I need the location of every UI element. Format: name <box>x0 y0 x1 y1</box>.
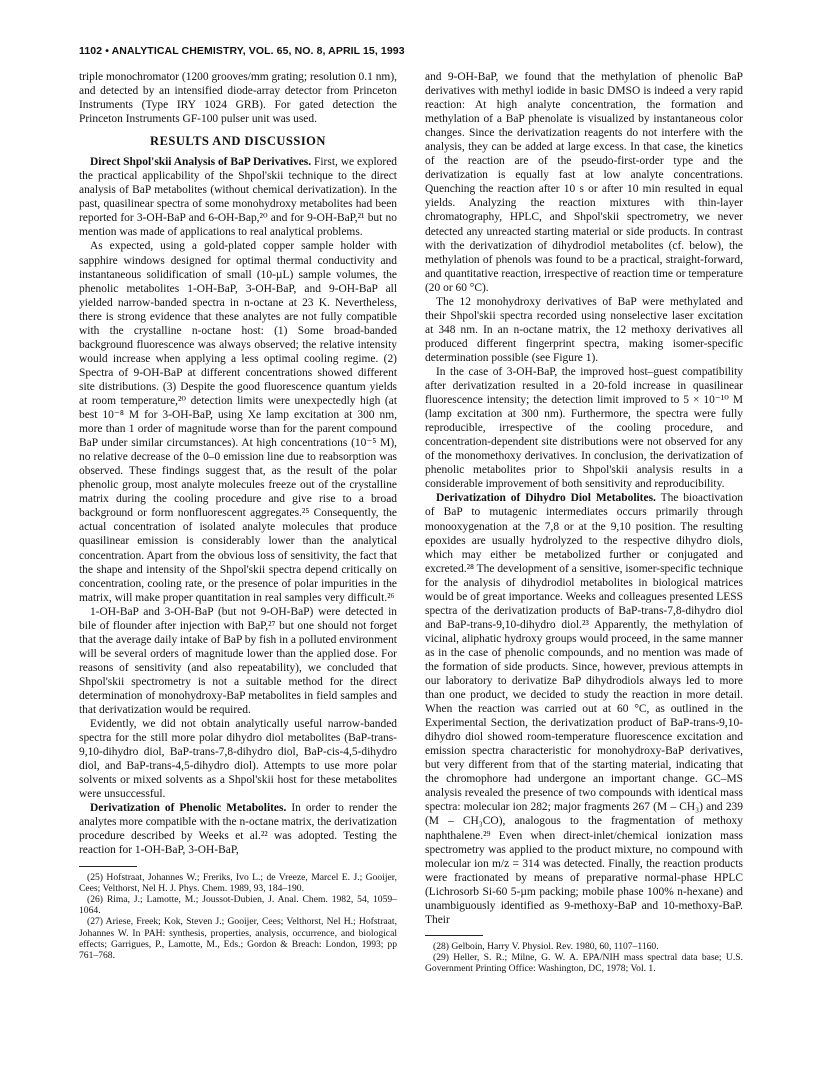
paragraph <box>425 491 743 926</box>
paragraph-text: The bioactivation of BaP to mutagenic intermediates occurs primarily through monooxygenation at the 7,8 or at the 9,10 position. The resulting epoxides are usually hydrolyzed to the respective dihydro diols, which may either be metabolized further or conjugated and excreted.²⁸ The development of a sensitive, isomer-specific technique for the analysis of dihydrodiol metabolites in biological matrices would be of great importance. Weeks and colleagues presented LESS spectra of the derivatization products of BaP-trans-7,8-dihydro diol and BaP-trans-9,10-dihydro diol.²³ Apparently, the methylation of vicinal, aliphatic hydroxy groups would proceed, in the same manner as in the case of phenolic compounds, and no mention was made of the formation of side products. Since, however, previous attempts in our laboratory to derivatize BaP dihydrodiols always led to more than one product, we decided to study the reaction in more detail. When the reaction was carried out at 60 °C, as outlined in the Experimental Section, the derivatization product of BaP-trans-9,10-dihydro diol showed room-temperature fluorescence excitation and emission spectra characteristic for monohydroxy-BaP derivatives, but very different from that of the starting material, indicating that the chromophore had undergone an important change. GC–MS analysis revealed the presence of two compounds with identical mass spectra: molecular ion 282; major fragments 267 (M – CH₃) and 239 (M – CH₃CO), analogous to the fragmentation of methoxy naphthalene.²⁹ Even when direct-inlet/chemical ionization mass spectrometry was applied to the product mixture, no compound with molecular ion m/z = 314 was detected. Finally, the reaction products were fractionated by means of preparative normal-phase HPLC (Lichrosorb Si-60 5-µm packing; mobile phase 100% n-hexane) and unambiguously identified as 9-methoxy-BaP and 10-methoxy-BaP. Their <box>425 492 744 926</box>
right-column <box>425 70 743 974</box>
paragraph-text: In order to render the analytes more compatible with the n-octane matrix, the derivatization procedure described by Weeks et al.²² was adopted. Testing the reaction for 1-OH-BaP, 3-OH-BaP, <box>79 802 397 857</box>
footnote: (26) Rima, J.; Lamotte, M.; Joussot-Dubien, J. Anal. Chem. 1982, 54, 1059–1064. <box>79 893 397 917</box>
paragraph: As expected, using a gold-plated copper sample holder with sapphire windows designed for optimal thermal conductivity and instantaneous solidification of small (10-µL) sample volumes, the phenolic metabolites 1-OH-BaP, 3-OH-BaP, and 9-OH-BaP all yielded narrow-banded spectra in n-octane at 23 K. Nevertheless, there is strong evidence that these analytes are not fully compatible with the crystalline n-octane host: (1) Some broad-banded background fluorescence was always observed; the relative intensity would increase when applying a less optimal cooling regime. (2) Spectra of 9-OH-BaP at different concentrations showed different site distributions. (3) Despite the good fluorescence quantum yields at room temperature,²⁰ detection limits were unexpectedly high (at best 10⁻⁸ M for 3-OH-BaP, using Xe lamp excitation at 300 nm, more than 1 order of magnitude worse than for the parent compound BaP under similar circumstances). At high concentrations (10⁻⁵ M), no relative decrease of the 0–0 emission line due to reabsorption was observed. These findings suggest that, as the result of the polar phenolic group, most analyte molecules freeze out of the crystalline matrix during the cooling procedure and give rise to a broad background or form nonfluorescent aggregates.²⁵ Consequently, the actual concentration of isolated analyte molecules that produce quasilinear emission is considerably lower than the analytical concentration. Apart from the obvious loss of sensitivity, the fact that the shape and intensity of the Shpol'skii spectra depend critically on concentration, cooling rate, or the presence of polar impurities in the matrix, will make proper quantitation in real samples very difficult.²⁶ <box>79 240 397 604</box>
left-column <box>79 70 397 961</box>
paragraph <box>79 155 397 239</box>
run-in-heading: Derivatization of Phenolic Metabolites. <box>90 802 287 815</box>
running-head: 1102 • ANALYTICAL CHEMISTRY, VOL. 65, NO. 8, APRIL 15, 1993 <box>79 45 405 57</box>
paragraph-text: First, we explored the practical applicability of the Shpol'skii technique to the direct analysis of BaP metabolites (without chemical derivatization). In the past, quasilinear spectra of some monohydroxy metabolites had been reported for 3-OH-BaP and 6-OH-Bap,²⁰ and for 9-OH-BaP,²¹ but no mention was made of applications to real analytical problems. <box>79 156 398 239</box>
run-in-heading: Derivatization of Dihydro Diol Metabolites. <box>436 492 656 505</box>
footnote: (25) Hofstraat, Johannes W.; Freriks, Ivo L.; de Vreeze, Marcel E. J.; Gooijer, Cees; Velthorst, Nel H. J. Phys. Chem. 1989, 93, 184–190. <box>79 871 397 894</box>
paragraph: 1-OH-BaP and 3-OH-BaP (but not 9-OH-BaP) were detected in bile of flounder after injection with BaP,²⁷ but one should not forget that the average daily intake of BaP by fish in a polluted environment will be several orders of magnitude lower than the applied dose. For reasons of sensitivity (and also repeatability), we concluded that Shpol'skii spectrometry is not a suitable method for the direct determination of monohydroxy-BaP metabolites in field samples and that derivatization would be required. <box>79 605 397 717</box>
paragraph: triple monochromator (1200 grooves/mm grating; resolution 0.1 nm), and detected by an intensified diode-array detector from Princeton Instruments (Type IRY 1024 GRB). For gated detection the Princeton Instruments GF-100 pulser unit was used. <box>79 71 397 126</box>
paragraph: Evidently, we did not obtain analytically useful narrow-banded spectra for the still more polar dihydro diol metabolites (BaP-trans-9,10-dihydro diol, BaP-trans-7,8-dihydro diol, BaP-cis-4,5-dihydro diol, and BaP-trans-4,5-dihydro diol). Attempts to use more polar solvents or mixed solvents as a Shpol'skii host for these metabolites were unsuccessful. <box>79 718 397 801</box>
paragraph: and 9-OH-BaP, we found that the methylation of phenolic BaP derivatives with methyl iodide in basic DMSO is indeed a very rapid reaction: At high analyte concentration, the formation and methylation of a BaP phenolate is visualized by instantaneous color changes. Since the derivatization reagents do not interfere with the analysis, they can be added at large excess. In that case, the kinetics of the reaction are of the pseudo-first-order type and the derivatization is equally fast at low analyte concentrations. Quenching the reaction after 10 s or after 10 min resulted in equal yields. Analyzing the reaction mixtures with thin-layer chromatography, HPLC, and Shpol'skii spectrometry, we never detected any unreacted starting material or side products. In contrast with the derivatization of dihydrodiol metabolites (cf. below), the methylation of phenols was found to be a practical, straight-forward, and quantitative reaction, irrespective of reaction time or temperature (20 or 60 °C). <box>425 71 743 294</box>
footnote: (29) Heller, S. R.; Milne, G. W. A. EPA/NIH mass spectral data base; U.S. Government Printing Office: Washington, DC, 1978; Vol. 1. <box>425 952 743 975</box>
paragraph <box>79 801 397 857</box>
footnote: (27) Ariese, Freek; Kok, Steven J.; Gooijer, Cees; Velthorst, Nel H.; Hofstraat, Johannes W. In PAH: synthesis, properties, analysis, occurrence, and biological effects; Garrigues, P., Lamotte, M., Eds.; Gordon & Breach: London, 1993; pp 761–768. <box>79 916 397 961</box>
footnote-rule <box>79 866 137 867</box>
paragraph: The 12 monohydroxy derivatives of BaP were methylated and their Shpol'skii spectra recorded using nonselective laser excitation at 348 nm. In an n-octane matrix, the 12 methoxy derivatives all produced different fingerprint spectra, making isomer-specific determination possible (see Figure 1). <box>425 295 743 364</box>
paragraph: In the case of 3-OH-BaP, the improved host–guest compatibility after derivatization resulted in a 20-fold increase in quasilinear fluorescence intensity; the detection limit improved to 5 × 10⁻¹⁰ M (lamp excitation at 300 nm). Furthermore, the spectra were fully reproducible, irrespective of the cooling procedure, and concentration-dependent site distributions were not observed for any of the monomethoxy derivatives. In conclusion, the derivatization of phenolic metabolites prior to Shpol'skii analysis results in a considerable improvement of both sensitivity and reproducibility. <box>425 365 743 491</box>
run-in-heading: Direct Shpol'skii Analysis of BaP Derivatives. <box>90 156 312 169</box>
footnote-rule <box>425 935 483 936</box>
footnote: (28) Gelboin, Harry V. Physiol. Rev. 1980, 60, 1107–1160. <box>433 940 659 952</box>
section-title: RESULTS AND DISCUSSION <box>150 134 326 149</box>
